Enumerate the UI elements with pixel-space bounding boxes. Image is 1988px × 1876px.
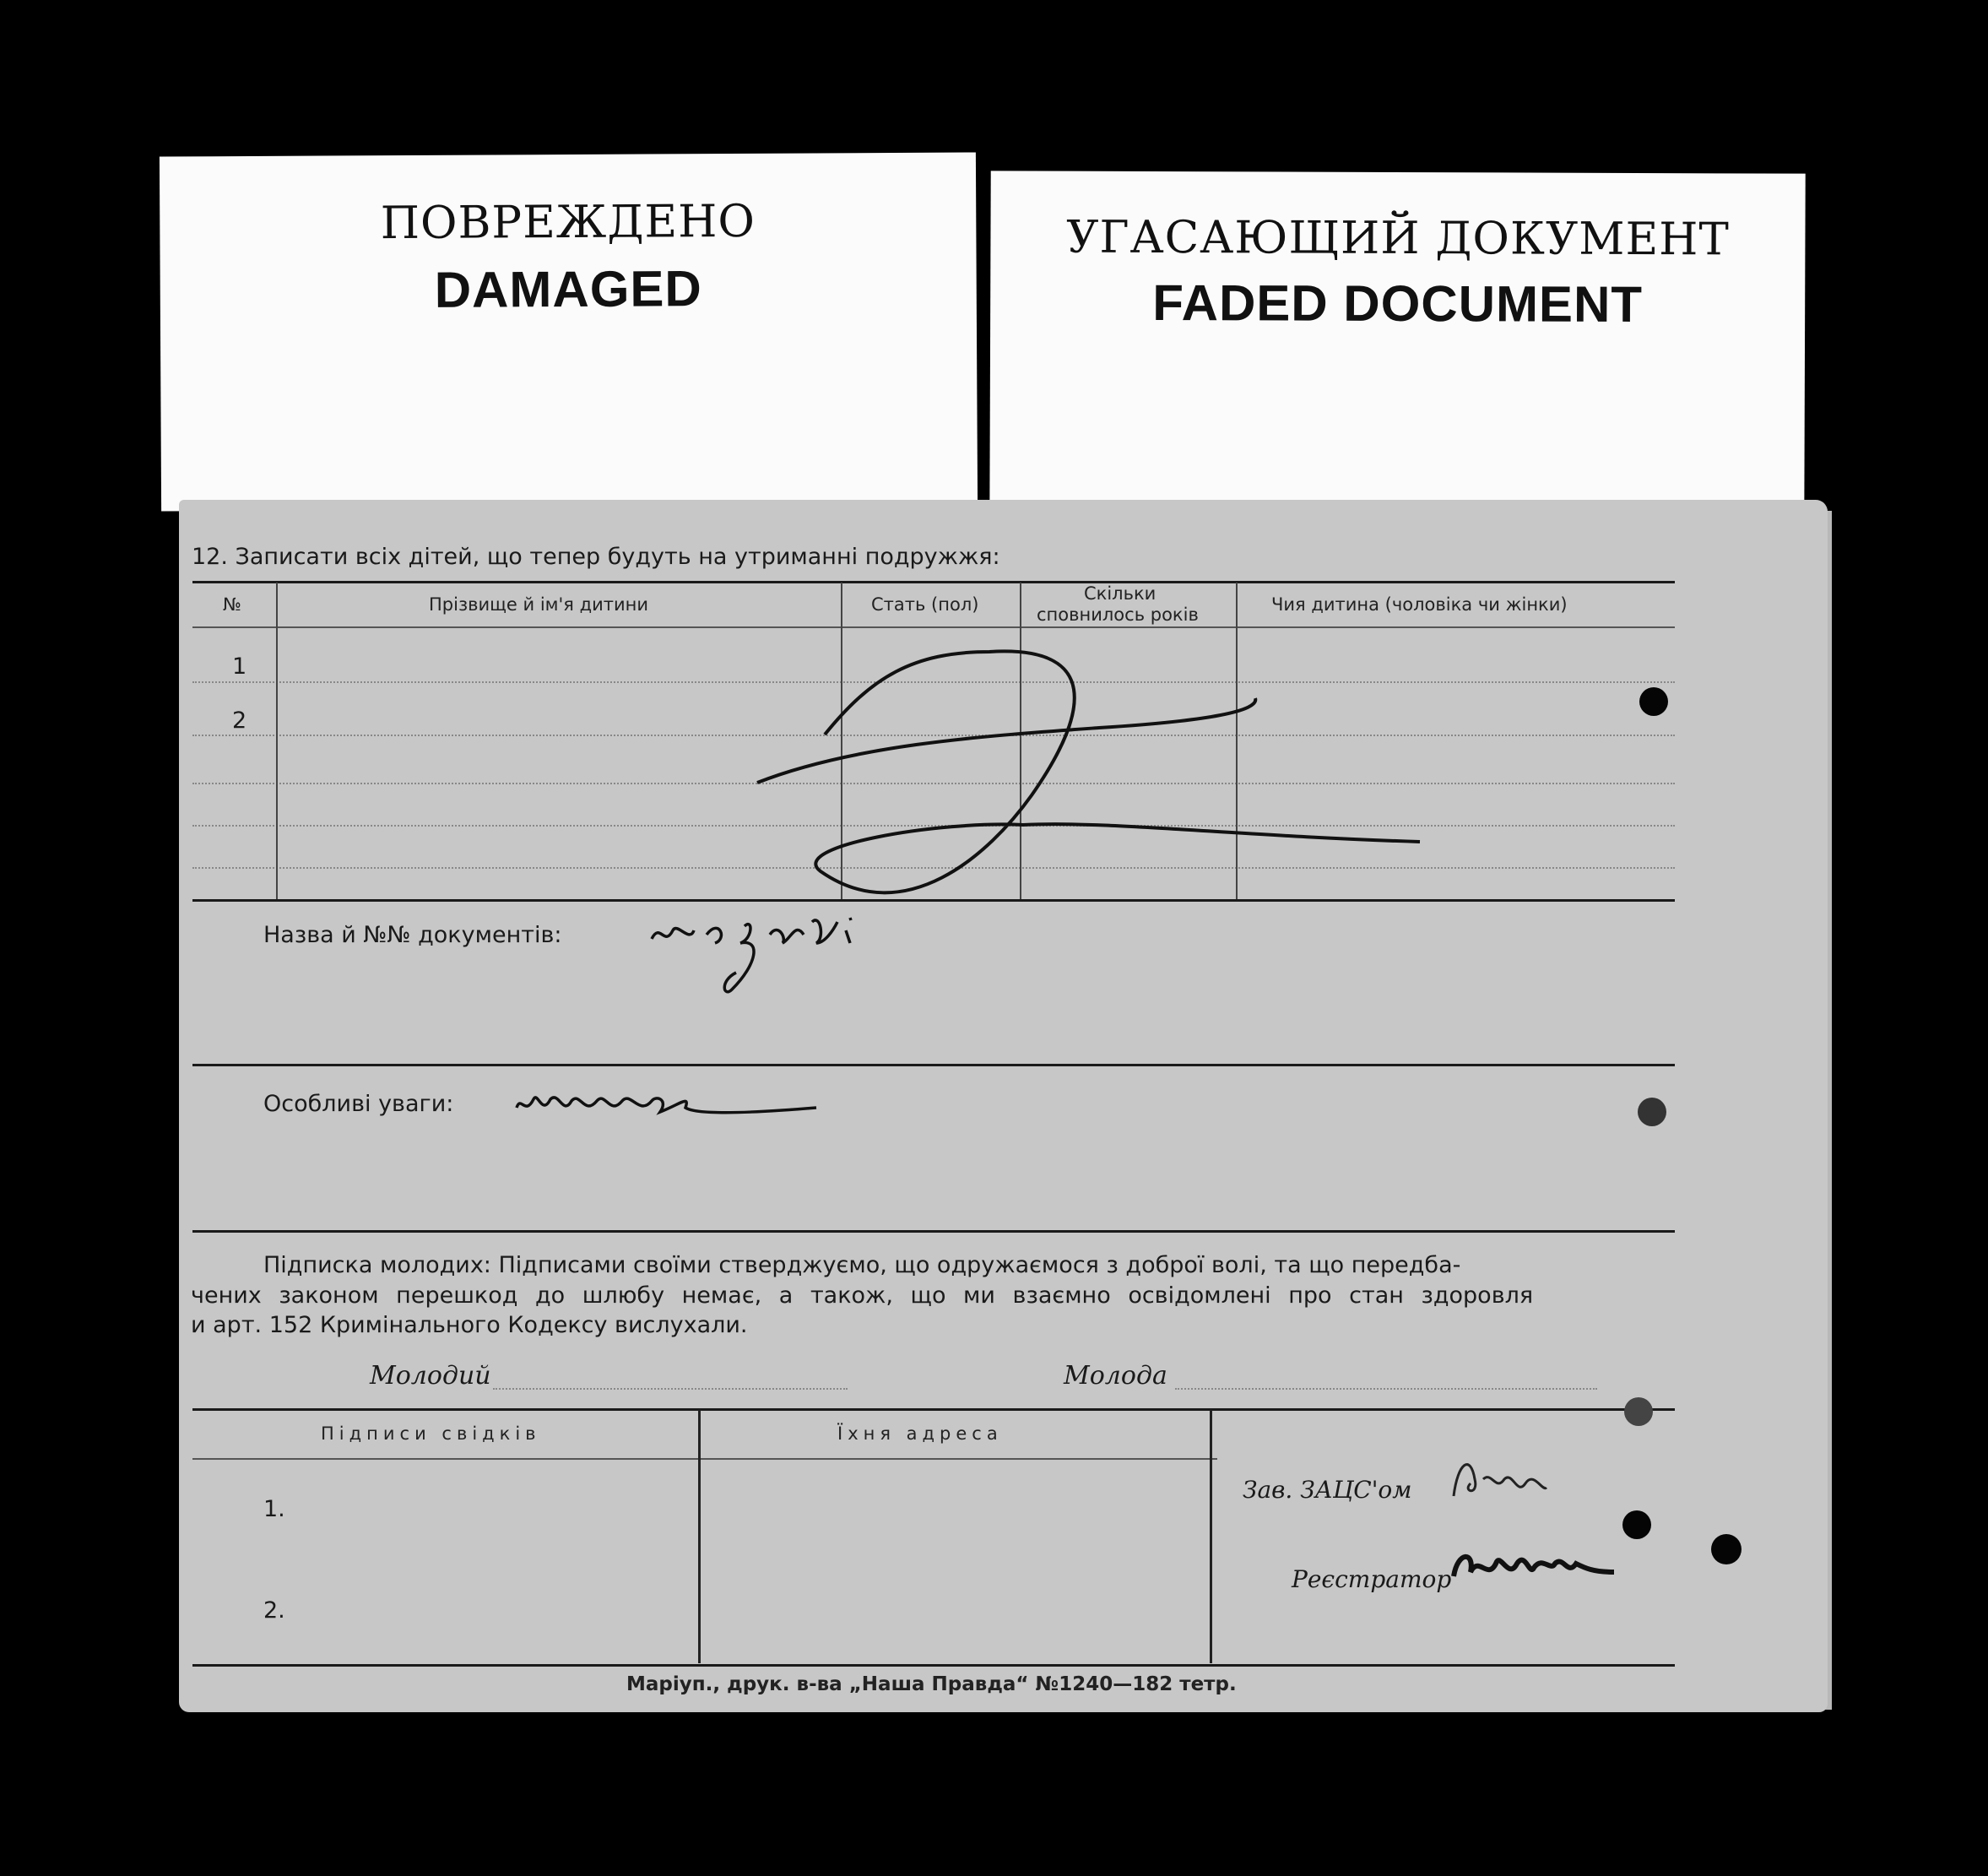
header-sex: Стать (пол) [871, 594, 979, 615]
head-signature [1445, 1445, 1555, 1513]
printer-footer: Маріуп., друк. в-ва „Наша Правда“ №1240—182 тетр. [626, 1673, 1237, 1695]
rule [192, 1064, 1675, 1066]
punch-hole [1624, 1397, 1653, 1426]
groom-label: Молодий [370, 1361, 491, 1391]
witness-row-1: 1. [263, 1496, 285, 1522]
section-title: 12. Записати всіх дітей, що тепер будуть на утриманні подружжя: [192, 544, 1000, 570]
witness-header-rule [192, 1458, 1217, 1460]
bride-label: Молода [1064, 1361, 1167, 1391]
remarks-label: Особливі уваги: [263, 1091, 454, 1117]
header-whose-child: Чия дитина (чоловіка чи жінки) [1271, 594, 1568, 615]
documents-handwriting [643, 914, 880, 1006]
documents-label: Назва й №№ документів: [263, 922, 562, 948]
witness-table-bottom [192, 1664, 1675, 1667]
registrar-label: Реєстратор [1292, 1565, 1452, 1593]
remarks-handwriting [512, 1082, 825, 1133]
damaged-card [160, 152, 978, 511]
damaged-label-ru: ПОВРЕЖДЕНО [380, 195, 756, 250]
declaration-line-1: Підписка молодих: Підписами своїми стверджуємо, що одружаємося з доброї волі, та що передба- [263, 1252, 1461, 1278]
faded-document-card [989, 171, 1805, 528]
head-label: Зав. ЗАЦС'ом [1243, 1476, 1412, 1504]
address-header: Їхня адреса [837, 1423, 1003, 1444]
rule [192, 1230, 1675, 1233]
groom-signature-line [493, 1388, 848, 1390]
punch-hole [1638, 1098, 1666, 1126]
row-number-1: 1 [232, 653, 247, 680]
damaged-label-en: DAMAGED [434, 260, 702, 318]
registrar-signature [1449, 1534, 1618, 1602]
witness-row-2: 2. [263, 1597, 285, 1624]
header-number: № [223, 594, 241, 615]
faded-label-ru: УГАСАЮЩИЙ ДОКУМЕНТ [1066, 211, 1730, 266]
witness-table-top [192, 1408, 1675, 1411]
header-child-name: Прізвище й ім'я дитини [429, 594, 649, 615]
punch-hole [1622, 1510, 1651, 1539]
header-age-line2: сповнилось років [1037, 605, 1199, 625]
witness-col-divider [698, 1410, 701, 1663]
punch-hole [1639, 687, 1668, 716]
witness-col-divider [1210, 1410, 1212, 1663]
registration-form-page [179, 500, 1828, 1712]
punch-hole [1711, 1534, 1742, 1564]
faded-label-en: FADED DOCUMENT [1152, 274, 1644, 333]
bride-signature-line [1175, 1388, 1597, 1390]
row-number-2: 2 [232, 708, 247, 734]
declaration-line-2: чених законом перешкод до шлюбу немає, а також, що ми взаємно освідомлені про стан здоровля [191, 1282, 1534, 1309]
declaration-line-3: и арт. 152 Кримінального Кодексу вислухали. [191, 1312, 748, 1338]
header-age-line1: Скільки [1084, 583, 1157, 604]
witnesses-header: Підписи свідків [321, 1423, 541, 1444]
